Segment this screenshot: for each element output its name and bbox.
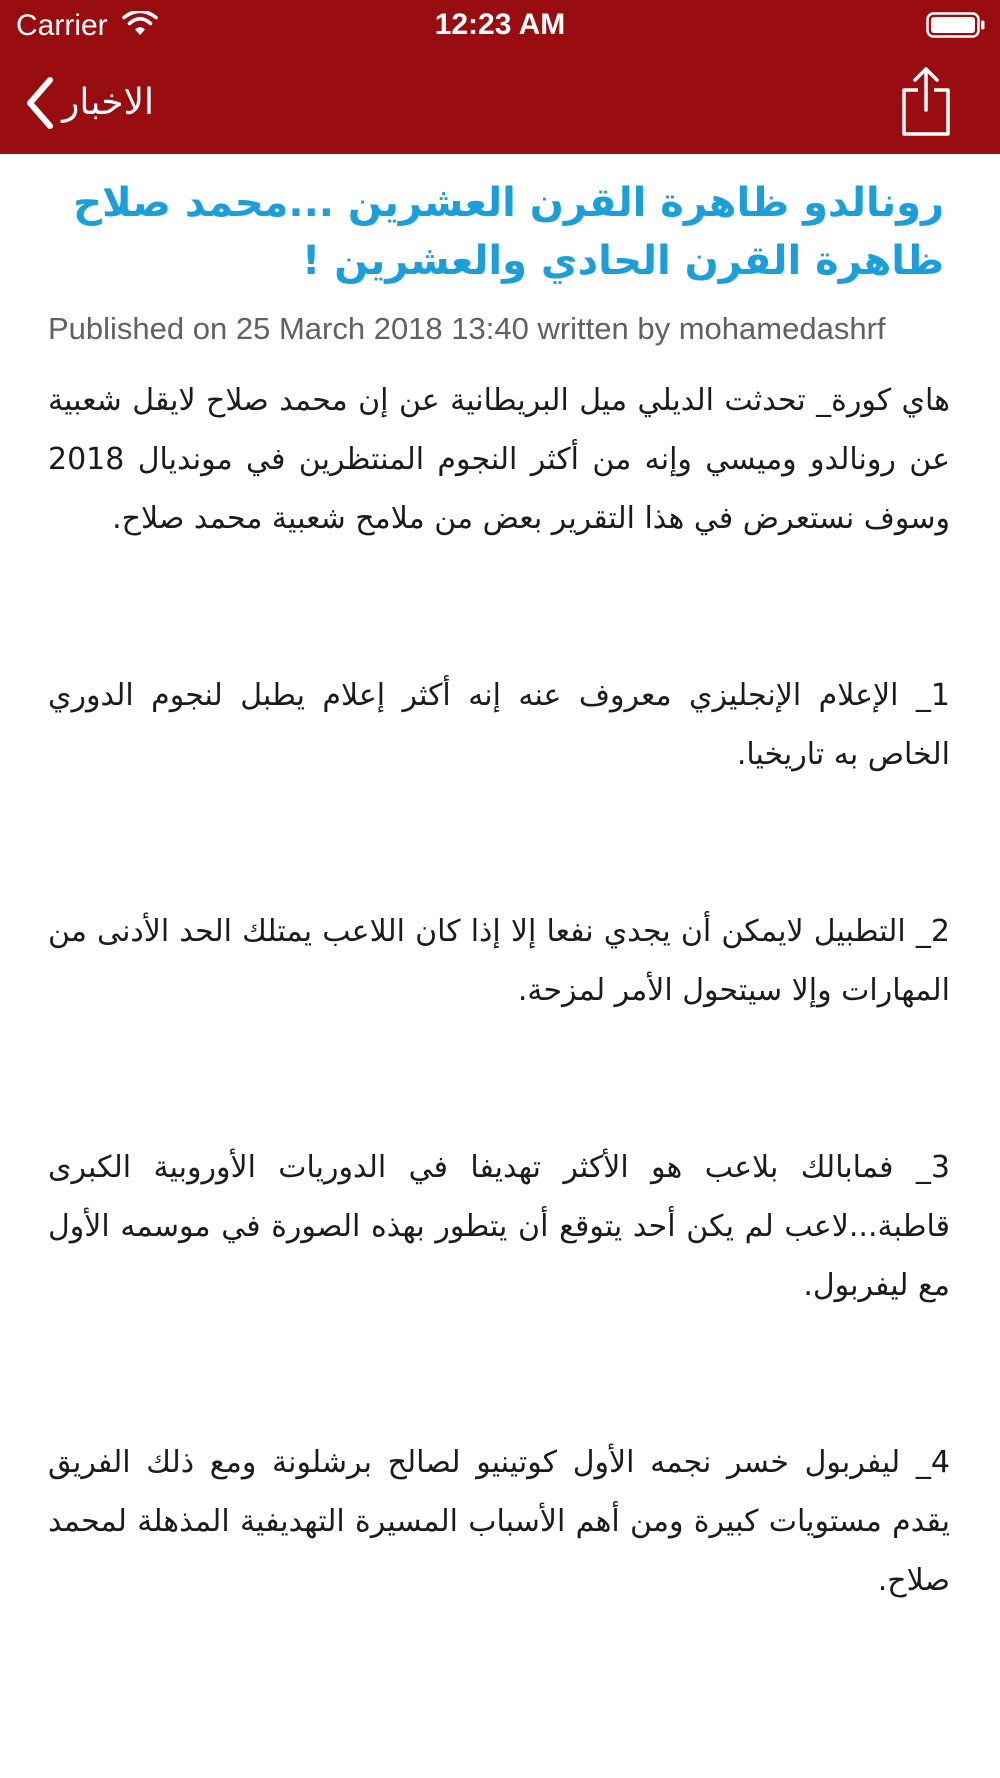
- article-paragraph-intro: هاي كورة_ تحدثت الديلي ميل البريطانية عن إن محمد صلاح لايقل شعبية عن رونالدو وميسي وإنه من أكثر النجوم المنتظرين في مونديال 2018 وسوف نستعرض في هذا التقرير بعض من ملامح شعبية محمد صلاح.: [48, 383, 950, 536]
- back-button-label: الاخبار: [62, 82, 155, 123]
- clock: 12:23 AM: [434, 8, 566, 41]
- article-paragraph-4: 4_ ليفربول خسر نجمه الأول كوتينيو لصالح برشلونة ومع ذلك الفريق يقدم مستويات كبيرة ومن أهم الأسباب المسيرة التهديفية المذهلة لمحمد صلاح.: [48, 1445, 950, 1598]
- battery-icon: [926, 12, 986, 38]
- carrier-label: Carrier: [16, 9, 108, 42]
- chevron-left-icon: [26, 77, 54, 129]
- share-icon[interactable]: [898, 66, 954, 138]
- article-paragraph-3: 3_ فمابالك بلاعب هو الأكثر تهديفا في الدوريات الأوروبية الكبرى قاطبة...لاعب لم يكن أحد يتوقع أن يتطور بهذه الصورة في موسمه الأول مع ليفربول.: [48, 1150, 950, 1303]
- article-title: رونالدو ظاهرة القرن العشرين ...محمد صلاح ظاهرة القرن الحادي والعشرين !: [73, 180, 944, 284]
- top-bar: [0, 0, 1000, 154]
- article-content: [48, 154, 952, 1610]
- navigation-bar: [0, 52, 1000, 154]
- article-byline: Published on 25 March 2018 13:40 written by mohamedashrf: [48, 311, 886, 346]
- article-body: [48, 371, 952, 1610]
- article-paragraph-2: 2_ التطبيل لايمكن أن يجدي نفعا إلا إذا كان اللاعب يمتلك الحد الأدنى من المهارات وإلا سيتحول الأمر لمزحة.: [48, 914, 950, 1008]
- status-bar: [0, 0, 1000, 52]
- back-button[interactable]: [26, 74, 154, 132]
- article-paragraph-1: 1_ الإعلام الإنجليزي معروف عنه إنه أكثر إعلام يطبل لنجوم الدوري الخاص به تاريخيا.: [48, 678, 950, 772]
